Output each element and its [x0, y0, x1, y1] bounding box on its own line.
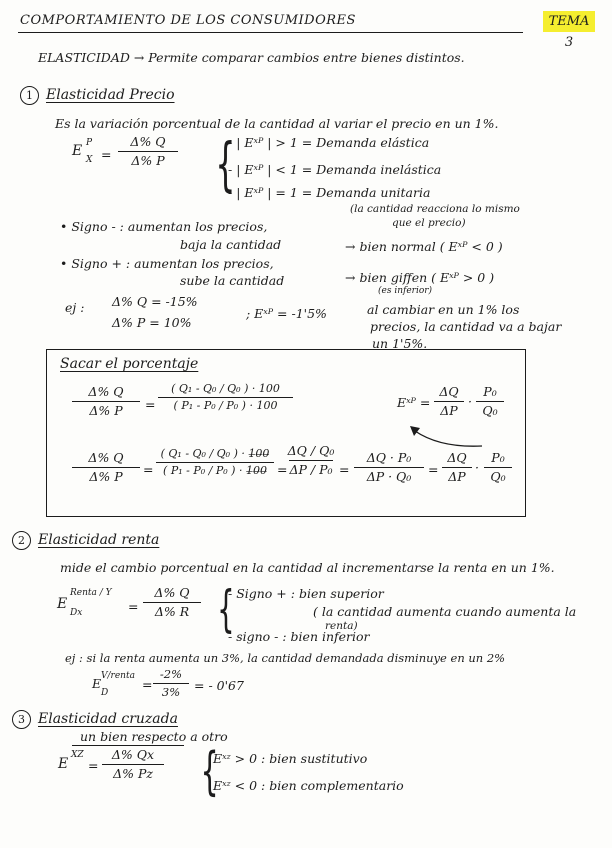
section-1-number: 1	[20, 86, 39, 105]
box-r2-f6-num: P₀	[491, 450, 505, 465]
box-r2-eq3: =	[339, 462, 350, 477]
box-r2-lhs-num: Δ% Q	[88, 450, 124, 465]
ejemplo-exp-3: un 1'5%.	[372, 336, 428, 351]
box-ep-f1-num: ΔQ	[439, 384, 459, 399]
box-r2-f5	[442, 451, 472, 484]
er-eq: =	[128, 599, 139, 614]
fraction-bar	[484, 467, 512, 468]
box-r2-dot: ·	[475, 460, 479, 475]
case-inelastica: - | Eˣᴾ | < 1 = Demanda inelástica	[228, 162, 442, 177]
ejemplo-dq: Δ% Q = -15%	[112, 294, 198, 309]
er-den: Δ% R	[154, 603, 190, 619]
ep-denominator: Δ% P	[131, 152, 165, 168]
ec-case-complementario: Eˣᶻ < 0 : bien complementario	[213, 778, 404, 793]
er-case-inferior: - signo - : bien inferior	[228, 629, 370, 644]
ejemplo-ep: ; Eˣᴾ = -1'5%	[246, 306, 327, 321]
box-r2-f3	[289, 444, 333, 477]
section-3-number: 3	[12, 710, 31, 729]
fraction-bar	[102, 764, 164, 765]
section-1-description: Es la variación porcentual de la cantidad al variar el precio en un 1%.	[55, 116, 499, 131]
fraction-bar	[72, 467, 140, 468]
er-ej-num: -2%	[159, 667, 183, 681]
box-r2-den: ( P₁ - P₀ / P₀ ) · 1̶0̶0̶	[163, 464, 267, 478]
er-num: Δ% Q	[154, 585, 190, 600]
er-e: E	[57, 596, 68, 612]
section-3-subtitle: un bien respecto a otro	[80, 729, 228, 744]
box-r2-f4	[354, 451, 424, 484]
box-ep-dot: ·	[468, 394, 472, 409]
er-ej-result: = - 0'67	[194, 678, 244, 693]
er-case-superior-note-1: ( la cantidad aumenta cuando aumenta la	[313, 604, 577, 619]
box-ep-lhs: Eˣᴾ =	[397, 395, 431, 410]
case-unitaria: - | Eˣᴾ | = 1 = Demanda unitaria	[228, 185, 431, 200]
fraction-bar	[354, 467, 424, 468]
er-ej-sup: V/renta	[101, 671, 135, 681]
fraction-bar	[156, 462, 274, 463]
section-2-description: mide el cambio porcentual en la cantidad al incrementarse la renta en un 1%.	[60, 560, 555, 575]
er-ej-fraction	[153, 668, 189, 698]
section-2-number: 2	[12, 531, 31, 550]
ec-fraction	[102, 748, 164, 781]
signo-positivo-line-2: sube la cantidad	[180, 273, 285, 288]
box-ep-f1-den: ΔP	[440, 402, 458, 418]
box-r1-num: ( Q₁ - Q₀ / Q₀ ) · 100	[171, 382, 280, 395]
box-r2-f5-num: ΔQ	[447, 450, 467, 465]
box-r1-den: ( P₁ - P₀ / P₀ ) · 100	[173, 399, 278, 413]
ejemplo-exp-1: al cambiar en un 1% los	[367, 302, 520, 317]
box-ep-f2-den: Q₀	[482, 402, 498, 418]
cases-brace: {	[215, 130, 236, 198]
box-r2-f4-den: ΔP · Q₀	[366, 468, 412, 484]
ep-formula-sub: X	[86, 155, 93, 165]
er-fraction	[143, 586, 201, 619]
box-ep-f2-num: P₀	[483, 384, 497, 399]
ejemplo-label: ej :	[65, 300, 85, 315]
unitaria-note-2: que el precio)	[392, 217, 466, 229]
signo-negativo-line-1: • Signo - : aumentan los precios,	[60, 219, 268, 234]
er-ej-e: E	[92, 676, 102, 691]
er-cases-brace: {	[217, 580, 235, 638]
intro-line: ELASTICIDAD → Permite comparar cambios entre bienes distintos.	[38, 50, 465, 65]
box-r2-eq1: =	[143, 462, 154, 477]
box-r1-lhs-den: Δ% P	[89, 402, 123, 418]
tema-badge: TEMA 3	[543, 11, 595, 32]
ep-formula-e: E	[72, 143, 83, 159]
bien-giffen: → bien giffen ( Eˣᴾ > 0 )	[345, 270, 495, 285]
ec-cases-brace: {	[200, 742, 219, 802]
er-ej-den: 3%	[161, 684, 181, 699]
ejemplo-exp-2: precios, la cantidad va a bajar	[370, 319, 562, 334]
section-3-title: Elasticidad cruzada	[38, 711, 178, 727]
box-r2-lhs	[72, 451, 140, 484]
ec-den: Δ% Pz	[113, 765, 153, 781]
signo-negativo-line-2: baja la cantidad	[180, 237, 282, 252]
fraction-bar	[143, 602, 201, 603]
er-sub: Dx	[70, 608, 83, 618]
box-r2-fraction	[156, 448, 274, 477]
fraction-bar	[289, 460, 333, 461]
ep-numerator: Δ% Q	[130, 134, 166, 149]
fraction-bar	[153, 683, 189, 684]
page-title: COMPORTAMIENTO DE LOS CONSUMIDORES	[20, 13, 356, 28]
er-case-superior-note-2: renta)	[325, 620, 358, 632]
case-elastica: - | Eˣᴾ | > 1 = Demanda elástica	[228, 135, 430, 150]
giffen-note: (es inferior)	[378, 286, 433, 296]
box-r2-eq4: =	[428, 462, 439, 477]
box-r2-f4-num: ΔQ · P₀	[366, 450, 412, 465]
box-r1-eq: =	[145, 397, 156, 412]
ec-eq: =	[88, 758, 99, 773]
er-ej-sub: D	[101, 688, 109, 698]
er-case-superior: - Signo + : bien superior	[228, 586, 384, 601]
box-title: Sacar el porcentaje	[60, 356, 199, 372]
signo-positivo-line-1: • Signo + : aumentan los precios,	[60, 256, 274, 271]
fraction-bar	[442, 467, 472, 468]
ec-num: Δ% Qx	[111, 747, 155, 762]
equals-sign: =	[101, 147, 112, 162]
er-sup: Renta / Y	[70, 588, 112, 598]
box-r2-lhs-den: Δ% P	[89, 468, 123, 484]
box-r2-f3-num: ΔQ / Q₀	[287, 443, 335, 458]
section-3-subtitle-underline	[72, 745, 184, 746]
ep-formula-sup: P	[86, 138, 93, 148]
ec-sup: XZ	[71, 750, 84, 760]
box-r2-f5-den: ΔP	[448, 468, 466, 484]
box-r2-eq2: =	[277, 462, 288, 477]
box-r2-f6	[484, 451, 512, 484]
box-r2-num: ( Q₁ - Q₀ / Q₀ ) · 1̶0̶0̶	[160, 447, 270, 460]
ejemplo-dp: Δ% P = 10%	[112, 315, 192, 330]
bien-normal: → bien normal ( Eˣᴾ < 0 )	[345, 239, 503, 254]
box-r2-f6-den: Q₀	[490, 468, 506, 484]
section-1-title: Elasticidad Precio	[46, 87, 175, 103]
er-ejemplo: ej : si la renta aumenta un 3%, la cantidad demandada disminuye en un 2%	[65, 651, 506, 665]
box-r1-lhs-num: Δ% Q	[88, 384, 124, 399]
unitaria-note-1: (la cantidad reacciona lo mismo	[350, 203, 520, 215]
er-ej-eq: =	[142, 677, 153, 692]
ec-case-sustitutivo: Eˣᶻ > 0 : bien sustitutivo	[213, 751, 368, 766]
section-2-title: Elasticidad renta	[38, 532, 160, 548]
box-r2-f3-den: ΔP / P₀	[289, 461, 333, 477]
ec-e: E	[58, 756, 69, 772]
